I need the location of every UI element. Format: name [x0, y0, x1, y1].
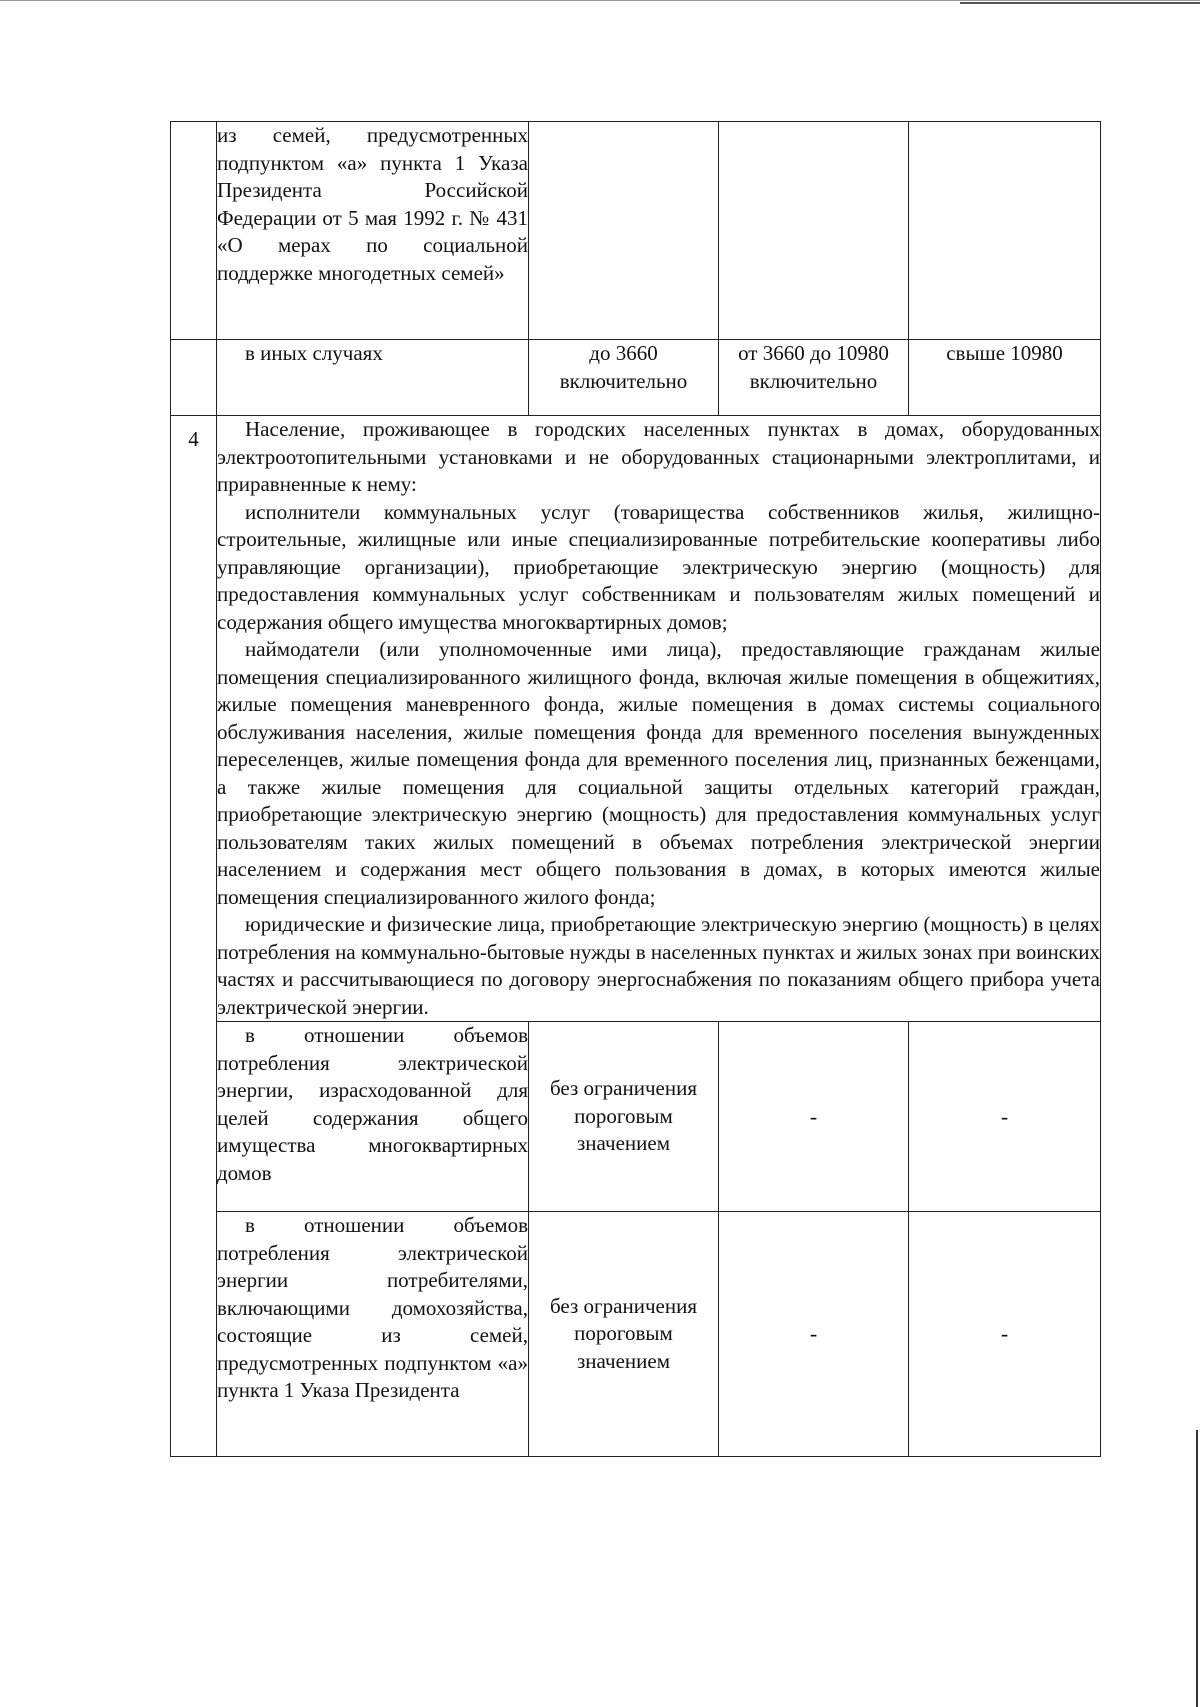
value-cell	[529, 122, 719, 340]
row-label-cell	[217, 1022, 529, 1212]
threshold-low-cell	[529, 340, 719, 416]
threshold-mid-cell	[719, 1022, 909, 1212]
tariff-table	[170, 121, 1101, 1457]
threshold-low-cell	[529, 1212, 719, 1457]
row-number-cell	[171, 122, 217, 340]
threshold-low-text: до 3660 включительно	[559, 341, 688, 393]
page-top-edge	[0, 0, 1200, 1]
threshold-high-cell	[909, 1022, 1101, 1212]
value-cell	[909, 122, 1101, 340]
row-label-text: в иных случаях	[245, 341, 383, 365]
row-number-cell	[171, 340, 217, 416]
scan-edge-mark	[960, 2, 1200, 4]
table-row	[171, 122, 1101, 340]
section-intro: Население, проживающее в городских населенных пунктах в домах, оборудованных электроотопительными установками и не оборудованных стационарными электроплитами, и приравненные к нему:	[217, 417, 1100, 496]
row-label-cell	[217, 1212, 529, 1457]
threshold-mid-text: -	[809, 1103, 818, 1129]
threshold-high-text: -	[1000, 1103, 1009, 1129]
threshold-low-cell	[529, 1022, 719, 1212]
row-label-text: в отношении объемов потребления электрической энергии, израсходованной для целей содержания общего имущества многоквартирных домов	[217, 1023, 528, 1185]
value-cell	[719, 122, 909, 340]
threshold-mid-text: -	[809, 1321, 818, 1347]
threshold-high-text: -	[1000, 1321, 1009, 1347]
table-row	[171, 1022, 1101, 1212]
threshold-low-text: без ограничения пороговым значением	[550, 1293, 697, 1373]
row-label-cell	[217, 340, 529, 416]
scan-side-mark	[1196, 1430, 1198, 1707]
threshold-high-cell	[909, 340, 1101, 416]
section-paragraph: юридические и физические лица, приобретающие электрическую энергию (мощность) в целях потребления на коммунально-бытовые нужды в населенных пунктах и жилых зонах при воинских частях и рассчитывающиеся по договору энергоснабжения по показаниям общего прибора учета электрической энергии.	[217, 912, 1100, 1019]
table-row	[171, 1212, 1101, 1457]
row-number: 4	[188, 427, 199, 451]
table-row	[171, 416, 1101, 1022]
threshold-high-cell	[909, 1212, 1101, 1457]
section-description-cell	[217, 416, 1101, 1022]
row-label-cell	[217, 122, 529, 340]
threshold-mid-cell	[719, 340, 909, 416]
threshold-low-text: без ограничения пороговым значением	[550, 1076, 697, 1156]
threshold-mid-cell	[719, 1212, 909, 1457]
row-label-text: из семей, предусмотренных подпунктом «а» пункта 1 Указа Президента Российской Федерации от 5 мая 1992 г. № 431 «О мерах по социальной поддержке многодетных семей»	[217, 123, 528, 285]
threshold-mid-text: от 3660 до 10980 включительно	[738, 341, 889, 393]
row-label-text: в отношении объемов потребления электрической энергии потребителями, включающими домохозяйства, состоящие из семей, предусмотренных подпунктом «а» пункта 1 Указа Президента	[217, 1213, 528, 1402]
threshold-high-text: свыше 10980	[946, 341, 1063, 365]
section-paragraph: наймодатели (или уполномоченные ими лица), предоставляющие гражданам жилые помещения специализированного жилищного фонда, включая жилые помещения в общежитиях, жилые помещения маневренного фонда, жилые помещения в домах системы социального обслуживания населения, жилые помещения фонда для временного поселения вынужденных переселенцев, жилые помещения фонда для временного поселения лиц, признанных беженцами, а также жилые помещения для социальной защиты отдельных категорий граждан, приобретающие электрическую энергию (мощность) для предоставления коммунальных услуг пользователям таких жилых помещений в объемах потребления электрической энергии населением и содержания мест общего пользования в домах, в которых имеются жилые помещения специализированного жилого фонда;	[217, 637, 1100, 909]
section-paragraph: исполнители коммунальных услуг (товарищества собственников жилья, жилищно-строительные, жилищные или иные специализированные потребительские кооперативы либо управляющие организации), приобретающие электрическую энергию (мощность) для предоставления коммунальных услуг собственникам и пользователям жилых помещений и содержания общего имущества многоквартирных домов;	[217, 499, 1100, 634]
table-row	[171, 340, 1101, 416]
row-number-cell	[171, 416, 217, 1457]
